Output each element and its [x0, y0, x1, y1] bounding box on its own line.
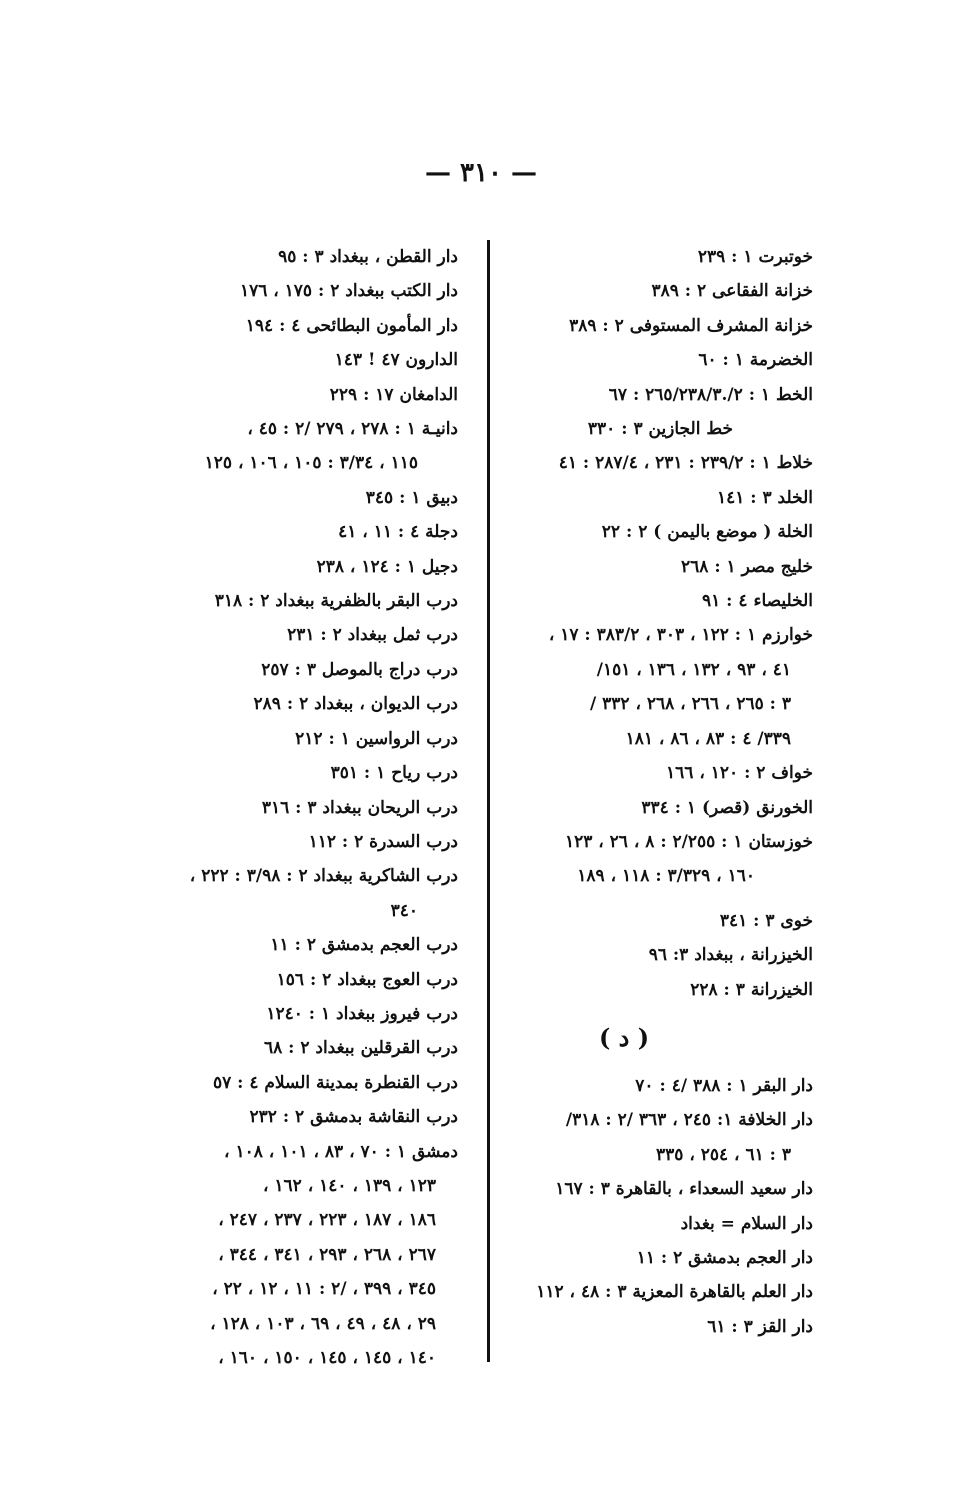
index-entry: درب دراج بالموصل ٣ : ٢٥٧	[261, 659, 458, 680]
index-entry: درب القرقلين ببغداد ٢ : ٦٨	[263, 1038, 458, 1059]
index-entry: درب الرواسين ١ : ٢١٢	[295, 728, 458, 749]
index-entry: درب ثمل ببغداد ٢ : ٢٣١	[287, 625, 458, 646]
index-entry: الخلة ( موضع باليمن ) ٢ : ٢٢	[601, 522, 813, 543]
index-entry: دار السلام = بغداد	[680, 1213, 813, 1234]
index-entry: الخليصاء ٤ : ٩١	[702, 591, 813, 612]
index-entry: دجلة ٤ : ١١ ، ٤١	[338, 522, 458, 543]
index-entry: دبيق ١ : ٣٤٥	[365, 487, 458, 508]
index-entry-continuation: ١٤٠ ، ١٤٥ ، ١٤٥ ، ١٥٠ ، ١٦٠ ،	[218, 1348, 436, 1368]
index-entry: درب العوج ببغداد ٢ : ١٥٦	[276, 969, 458, 990]
index-entry: دار القز ٣ : ٦١	[707, 1316, 813, 1337]
index-entry-continuation: ٣٣٩/ ٤ : ٨٣ ، ٨٦ ، ١٨١	[625, 728, 791, 749]
index-entry: دار القطن ، ببغداد ٣ : ٩٥	[278, 247, 458, 267]
index-entry: درب النقاشة بدمشق ٢ : ٢٣٢	[249, 1107, 458, 1128]
index-entry: درب السدرة ٢ : ١١٢	[308, 831, 458, 852]
left-column	[150, 240, 458, 1375]
index-entry: درب القنطرة بمدينة السلام ٤ : ٥٧	[212, 1072, 458, 1093]
index-entry: خواف ٢ : ١٢٠ ، ١٦٦	[666, 763, 813, 784]
index-entry: درب البقر بالظفرية ببغداد ٢ : ٣١٨	[214, 591, 458, 612]
index-entry: درب الريحان ببغداد ٣ : ٣١٦	[261, 797, 458, 818]
index-entry: خليج مصر ١ : ٢٦٨	[681, 556, 813, 577]
index-entry: دار البقر ١ : ٣٨٨ /٤ : ٧٠	[635, 1075, 813, 1096]
index-entry: دار المأمون البطائحی ٤ : ١٩٤	[245, 315, 458, 336]
index-entry: خزانة الفقاعی ٢ : ٣٨٩	[651, 281, 813, 302]
index-entry: درب الديوان ، ببغداد ٢ : ٢٨٩	[253, 694, 458, 715]
index-entry: دار الخلافة ١: ٢٤٥ ، ٣٦٣ /٢ : ٣١٨/	[565, 1110, 813, 1131]
index-entry: الخط ١ : ٢/.٢٦٥/٢٣٨/٣ : ٦٧	[608, 384, 813, 405]
index-entry: خوی ٣ : ٣٤١	[719, 910, 813, 931]
index-entry: دمشق ١ : ٧٠ ، ٨٣ ، ١٠١ ، ١٠٨ ،	[224, 1141, 458, 1162]
index-entry: الخيزرانة ، ببغداد ٣: ٩٦	[648, 945, 813, 966]
column-divider	[487, 240, 490, 1362]
right-column	[505, 240, 813, 1344]
index-entry-continuation: ٣ : ٦١ ، ٢٥٤ ، ٣٣٥	[656, 1144, 791, 1165]
index-entry: الخورنق (قصر) ١ : ٣٣٤	[641, 797, 813, 818]
index-entry-continuation: ١٦٠ ، ٣/٣٢٩ : ١١٨ ، ١٨٩	[577, 866, 755, 887]
index-entry: دار العلم بالقاهرة المعزية ٣ : ٤٨ ، ١١٢	[536, 1282, 813, 1303]
index-entry: دانيـة ١ : ٢٧٨ ، ٢٧٩ /٢ : ٤٥ ،	[247, 419, 458, 440]
index-entry-continuation: ٤١ ، ٩٣ ، ١٣٢ ، ١٣٦ ، ١٥١/	[596, 659, 791, 680]
index-entry-continuation: ١٨٦ ، ١٨٧ ، ٢٢٣ ، ٢٣٧ ، ٢٤٧ ،	[218, 1210, 436, 1231]
index-entry: دجيل ١ : ١٢٤ ، ٢٣٨	[316, 556, 458, 577]
index-entry: خوتبرت ١ : ٢٣٩	[697, 247, 813, 267]
index-entry: الدارون ٤٧ ! ١٤٣	[334, 350, 458, 371]
index-entry: دار سعيد السعداء ، بالقاهرة ٣ : ١٦٧	[555, 1179, 813, 1200]
index-entry: خلاط ١ : ٢٣٩/٢ : ٢٣١ ، ٢٨٧/٤ : ٤١	[558, 453, 813, 474]
index-entry-continuation: ٢٦٧ ، ٢٦٨ ، ٢٩٣ ، ٣٤١ ، ٣٤٤ ،	[218, 1244, 436, 1265]
index-entry-continuation: ٢٩ ، ٤٨ ، ٤٩ ، ٦٩ ، ١٠٣ ، ١٢٨ ،	[210, 1313, 436, 1334]
index-entry: الخلد ٣ : ١٤١	[716, 487, 813, 508]
index-entry: درب العجم بدمشق ٢ : ١١	[270, 935, 458, 956]
index-entry: الدامغان ١٧ : ٢٢٩	[329, 384, 458, 405]
index-entry: خط الجازين ٣ : ٣٣٠	[587, 419, 733, 440]
index-entry: الخضرمة ١ : ٦٠	[698, 350, 813, 371]
index-entry: خزانة المشرف المستوفی ٢ : ٣٨٩	[569, 315, 813, 336]
index-entry-continuation: ١٢٣ ، ١٣٩ ، ١٤٠ ، ١٦٢ ،	[262, 1175, 436, 1196]
index-entry-continuation: ٣٤٠	[390, 900, 418, 921]
index-entry-continuation: ٣٤٥ ، ٣٩٩ ، /٢ : ١١ ، ١٢ ، ٢٢ ،	[212, 1279, 436, 1300]
index-entry: درب فيروز ببغداد ١ : ١٢٤٠	[266, 1003, 458, 1024]
index-entry: خوزستان ١ : ٢/٢٥٥ : ٨ ، ٢٦ ، ١٢٣	[564, 831, 813, 852]
index-entry: درب الشاكرية ببغداد ٢ : ٣/٩٨ : ٢٢٢ ،	[189, 866, 458, 887]
page-number: — ٣١٠ —	[424, 158, 538, 188]
index-entry: دار الكتب ببغداد ٢ : ١٧٥ ، ١٧٦	[239, 281, 458, 302]
section-heading-dal: ( د )	[598, 1022, 650, 1052]
index-entry: دار العجم بدمشق ٢ : ١١	[636, 1247, 813, 1268]
index-entry: الخيزرانة ٣ : ٢٢٨	[690, 979, 813, 1000]
index-entry: خوارزم ١ : ١٢٢ ، ٣٠٣ ، ٣٨٣/٢ : ١٧ ،	[548, 625, 813, 646]
index-entry-continuation: ١١٥ ، ٣/٣٤ : ١٠٥ ، ١٠٦ ، ١٢٥	[204, 453, 418, 474]
index-entry-continuation: ٣ : ٢٦٥ ، ٢٦٦ ، ٢٦٨ ، ٣٣٢ /	[589, 694, 791, 715]
index-entry: درب رياح ١ : ٣٥١	[330, 763, 458, 784]
